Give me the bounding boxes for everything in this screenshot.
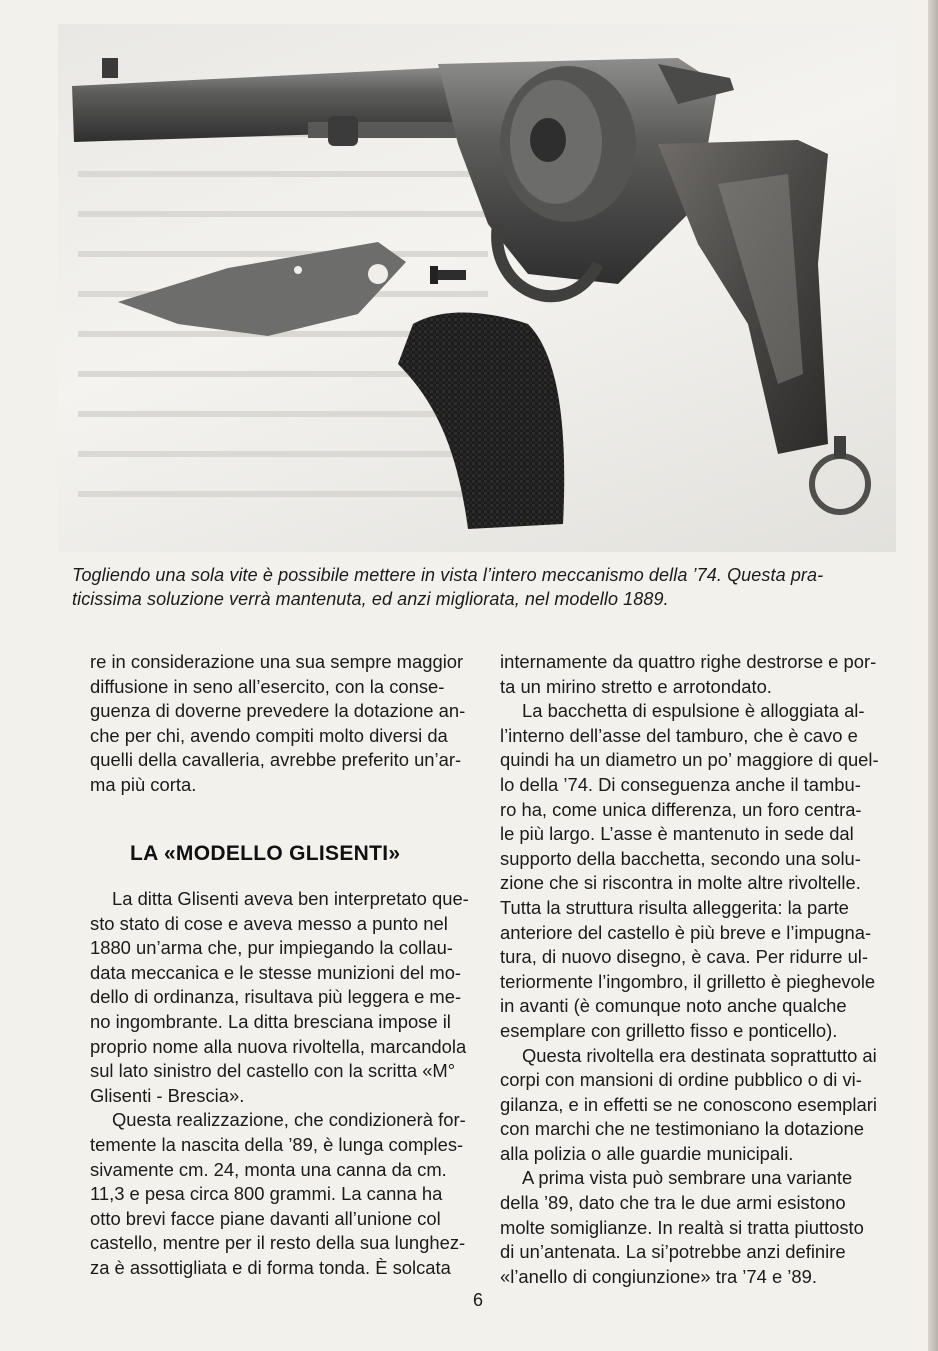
text-line: della ’89, dato che tra le due armi esistono — [500, 1192, 846, 1214]
text-line: no ingombrante. La ditta bresciana impose il — [90, 1010, 451, 1032]
text-line: gilanza, e in effetti se ne conoscono esemplari — [500, 1093, 877, 1115]
text-line: esemplare con grilletto fisso e ponticello). — [500, 1019, 838, 1041]
text-line: corpi con mansioni di ordine pubblico o di vi- — [500, 1069, 862, 1091]
text-line: La ditta Glisenti aveva ben interpretato que- — [112, 888, 469, 909]
text-line: otto brevi facce piane davanti all’unione col — [90, 1207, 441, 1229]
text-line: «l’anello di congiunzione» tra ’74 e ’89. — [500, 1265, 817, 1287]
text-line: in avanti (è comunque noto anche qualche — [500, 995, 847, 1017]
text-line: La bacchetta di espulsione è alloggiata al- — [522, 700, 865, 722]
text-line: Tutta la struttura risulta alleggerita: la parte — [500, 896, 849, 918]
text-line: temente la nascita della ’89, è lunga comples- — [90, 1133, 464, 1155]
text-line: zione che si riscontra in molte altre rivoltelle. — [500, 872, 861, 894]
text-line: anteriore del castello è più breve e l’impugna- — [500, 921, 872, 943]
text-line: castello, mentre per il resto della sua lunghez- — [90, 1232, 466, 1254]
text-line: sivamente cm. 24, monta una canna da cm. — [90, 1158, 447, 1180]
text-line: molte somiglianze. In realtà si tratta piuttosto — [500, 1216, 864, 1238]
text-line: internamente da quattro righe destrorse e por- — [500, 651, 877, 672]
text-line: 1880 un’arma che, pur impiegando la collau- — [90, 937, 453, 959]
right-column — [500, 650, 898, 1289]
text-line: guenza di doverne prevedere la dotazione an- — [90, 700, 466, 722]
text-line: data meccanica e le stesse munizioni del mo- — [90, 961, 462, 983]
text-line: lo della ’74. Di conseguenza anche il tambu- — [500, 773, 861, 795]
caption-line: Togliendo una sola vite è possibile mettere in vista l’intero meccanismo della ’74. Questa pra- — [72, 565, 824, 585]
text-line: quelli della cavalleria, avrebbe preferito un’ar- — [90, 749, 462, 771]
text-line: Questa realizzazione, che condizionerà for- — [112, 1109, 466, 1131]
text-line: ro ha, come unica differenza, un foro centra- — [500, 798, 862, 820]
figure-caption — [72, 563, 894, 611]
text-line: supporto della bacchetta, secondo una solu- — [500, 847, 861, 869]
text-line: teriormente l’ingombro, il grilletto è pieghevole — [500, 970, 876, 992]
text-line: Questa rivoltella era destinata soprattutto ai — [522, 1044, 877, 1066]
text-line: che per chi, avendo compiti molto diversi da — [90, 724, 448, 746]
revolver-illustration — [58, 24, 896, 552]
text-line: l’interno dell’asse del tamburo, che è cavo e — [500, 724, 858, 746]
text-line: alla polizia o alle guardie municipali. — [500, 1142, 794, 1164]
text-line: di un’antenata. La si’potrebbe anzi definire — [500, 1241, 846, 1263]
text-line: tura, di nuovo disegno, è cava. Per ridurre ul- — [500, 946, 869, 968]
text-line: dello di ordinanza, risultava più leggera e me- — [90, 986, 462, 1008]
text-line: sul lato sinistro del castello con la scritta «M° — [90, 1060, 456, 1082]
section-heading: LA «MODELLO GLISENTI» — [130, 842, 401, 865]
text-line: sto stato di cose e aveva messo a punto nel — [90, 912, 448, 934]
text-line: 11,3 e pesa circa 800 grammi. La canna ha — [90, 1183, 443, 1205]
left-column-body — [90, 887, 469, 1281]
text-line: quindi ha un diametro un po’ maggiore di quel- — [500, 749, 879, 771]
page-number: 6 — [473, 1290, 484, 1310]
text-line: ma più corta. — [90, 773, 197, 795]
revolver-photo — [58, 24, 896, 552]
text-line: za è assottigliata e di forma tonda. È solcata — [90, 1256, 451, 1278]
text-line: Glisenti - Brescia». — [90, 1084, 245, 1106]
page-edge — [928, 0, 938, 1351]
left-column — [90, 650, 466, 798]
caption-line: ticissima soluzione verrà mantenuta, ed anzi migliorata, nel modello 1889. — [72, 589, 669, 609]
text-line: ta un mirino stretto e arrotondato. — [500, 675, 772, 697]
text-line: le più largo. L’asse è mantenuto in sede dal — [500, 823, 854, 845]
text-line: re in considerazione una sua sempre maggior — [90, 651, 464, 672]
text-line: diffusione in seno all’esercito, con la conse- — [90, 675, 445, 697]
text-line: proprio nome alla nuova rivoltella, marcandola — [90, 1035, 467, 1057]
text-line: con marchi che ne testimoniano la dotazione — [500, 1118, 864, 1140]
text-line: A prima vista può sembrare una variante — [522, 1167, 853, 1189]
